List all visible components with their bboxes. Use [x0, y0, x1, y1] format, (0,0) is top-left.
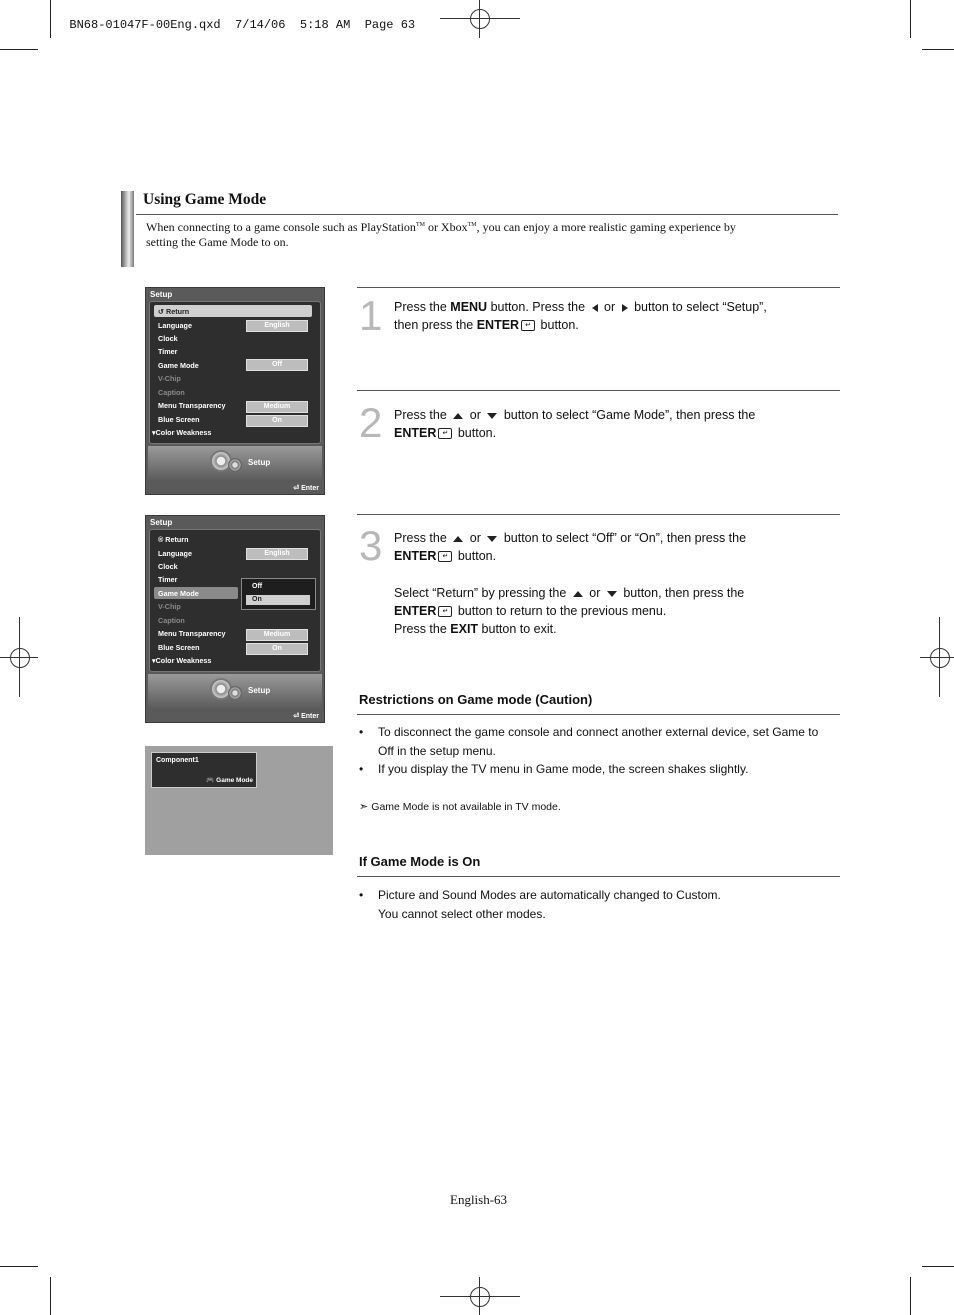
- osd-value-language: English: [246, 320, 308, 332]
- osd-row-caption[interactable]: Caption: [158, 616, 185, 625]
- step-3-text: Press the or button to select “Off” or “On”, then press the ENTER ↵ button. Select “Return” by pressing the or button, then press the ENTER ↵ button to return to the previous menu. Press the EXIT button to exit.: [394, 531, 747, 636]
- slug-time: 5:18 AM: [299, 18, 351, 32]
- list-item: • If you display the TV menu in Game mode, the screen shakes slightly.: [359, 762, 749, 776]
- crop-mark: [922, 1266, 954, 1267]
- up-arrow-icon: [573, 591, 583, 597]
- down-arrow-icon: [607, 591, 617, 597]
- registration-line: [440, 18, 520, 19]
- source-info-box: [151, 752, 257, 788]
- registration-mark: [470, 1287, 490, 1307]
- crop-mark: [922, 49, 954, 50]
- osd-row-language[interactable]: Language: [158, 321, 192, 330]
- step-number: 3: [359, 522, 383, 569]
- osd-row-timer[interactable]: Timer: [158, 575, 178, 584]
- osd-row-return[interactable]: ↺ Return: [158, 307, 190, 316]
- up-arrow-icon: [453, 536, 463, 542]
- list-item: • Picture and Sound Modes are automatically changed to Custom. You cannot select other modes.: [359, 888, 721, 921]
- enter-icon: ↵: [521, 320, 535, 331]
- note-arrow-icon: ➣: [359, 801, 372, 813]
- osd-row-timer[interactable]: Timer: [158, 347, 178, 356]
- enter-icon: ↵: [438, 551, 452, 562]
- registration-line: [479, 0, 480, 38]
- osd-row-menu-transparency[interactable]: Menu Transparency: [158, 401, 226, 410]
- section-title: Using Game Mode: [143, 191, 267, 208]
- osd-footer-label: Setup: [248, 686, 271, 695]
- osd-row-game-mode[interactable]: Game Mode: [158, 589, 199, 598]
- osd-title: Setup: [150, 290, 173, 299]
- if-on-heading: If Game Mode is On: [359, 854, 481, 869]
- osd-source-screen: [145, 746, 333, 855]
- slug-file: BN68-01047F-00Eng.qxd: [69, 18, 221, 32]
- osd-footer: [148, 674, 322, 708]
- osd-title: Setup: [150, 518, 173, 527]
- osd-setup-menu-1: [145, 287, 325, 495]
- osd-row-color-weakness[interactable]: ▾Color Weakness: [152, 428, 212, 437]
- section-rule: [357, 876, 840, 877]
- registration-mark: [10, 648, 30, 668]
- down-arrow-icon: ▾: [152, 656, 156, 665]
- down-arrow-icon: [487, 413, 497, 419]
- step-number: 2: [359, 399, 383, 446]
- registration-line: [440, 1296, 520, 1297]
- enter-icon: ⏎: [293, 713, 302, 720]
- right-arrow-icon: [622, 304, 628, 312]
- down-arrow-icon: ▾: [152, 428, 156, 437]
- registration-line: [939, 617, 940, 697]
- step-1-text: Press the MENU button. Press the or button to select “Setup”, then press the ENTER ↵ button.: [394, 300, 767, 332]
- crop-mark: [0, 49, 38, 50]
- osd-value-menu-transparency: Medium: [246, 401, 308, 413]
- osd-row-blue-screen[interactable]: Blue Screen: [158, 643, 200, 652]
- enter-icon: ↵: [438, 606, 452, 617]
- osd-row-clock[interactable]: Clock: [158, 562, 178, 571]
- osd-footer: [148, 446, 322, 480]
- step-2-text: Press the or button to select “Game Mode”, then press the ENTER ↵ button.: [394, 408, 756, 440]
- up-arrow-icon: [453, 413, 463, 419]
- step-divider: [357, 514, 840, 515]
- osd-row-vchip[interactable]: V-Chip: [158, 602, 181, 611]
- crop-mark: [50, 1277, 51, 1315]
- left-arrow-icon: [592, 304, 598, 312]
- crop-mark: [910, 1277, 911, 1315]
- osd-setup-menu-2: [145, 515, 325, 723]
- section-intro: When connecting to a game console such as PlayStation™ or Xbox™, you can enjoy a more realistic gaming experience by setting the Game Mode to on.: [146, 220, 736, 249]
- osd-menu-panel: [149, 301, 321, 444]
- restrictions-heading: Restrictions on Game mode (Caution): [359, 692, 593, 707]
- popup-option-off[interactable]: Off: [252, 583, 263, 590]
- section-rule: [136, 214, 838, 215]
- gamepad-icon: 🎮: [206, 777, 217, 784]
- osd-value-game-mode: Off: [246, 359, 308, 371]
- osd-value-language: English: [246, 548, 308, 560]
- osd-value-blue-screen: On: [246, 643, 308, 655]
- registration-line: [479, 1277, 480, 1315]
- osd-row-language[interactable]: Language: [158, 549, 192, 558]
- game-mode-indicator: 🎮 Game Mode: [206, 777, 253, 784]
- osd-row-game-mode[interactable]: Game Mode: [158, 361, 199, 370]
- registration-line: [920, 657, 954, 658]
- section-rule: [357, 714, 840, 715]
- osd-value-menu-transparency: Medium: [246, 629, 308, 641]
- enter-icon: ↵: [438, 428, 452, 439]
- osd-row-menu-transparency[interactable]: Menu Transparency: [158, 629, 226, 638]
- game-mode-popup: [241, 578, 316, 610]
- osd-row-blue-screen[interactable]: Blue Screen: [158, 415, 200, 424]
- osd-row-color-weakness[interactable]: ▾Color Weakness: [152, 656, 212, 665]
- osd-row-return[interactable]: ® Return: [158, 535, 189, 544]
- step-number: 1: [359, 292, 383, 339]
- osd-value-blue-screen: On: [246, 415, 308, 427]
- down-arrow-icon: [487, 536, 497, 542]
- osd-row-caption[interactable]: Caption: [158, 388, 185, 397]
- crop-mark: [910, 0, 911, 38]
- list-item: • To disconnect the game console and connect another external device, set Game to Off in the setup menu.: [359, 725, 819, 758]
- osd-footer-label: Setup: [248, 458, 271, 467]
- popup-option-on[interactable]: On: [246, 595, 310, 605]
- gear-icon: [228, 458, 242, 472]
- note: ➣ Game Mode is not available in TV mode.: [359, 801, 561, 813]
- osd-enter-hint: ⏎ Enter: [293, 713, 319, 720]
- return-icon: ®: [158, 535, 166, 544]
- registration-mark: [470, 9, 490, 29]
- return-icon: ↺: [158, 307, 167, 316]
- osd-row-clock[interactable]: Clock: [158, 334, 178, 343]
- slug-date: 7/14/06: [235, 18, 286, 32]
- step-divider: [357, 390, 840, 391]
- slug-page: Page 63: [364, 18, 416, 32]
- crop-mark: [0, 1266, 38, 1267]
- osd-enter-hint: ⏎ Enter: [293, 485, 319, 492]
- print-slug: [55, 4, 415, 32]
- section-bar: [121, 191, 134, 267]
- gear-icon: [228, 686, 242, 700]
- registration-line: [19, 617, 20, 697]
- enter-icon: ⏎: [293, 485, 302, 492]
- page-number: English-63: [450, 1192, 508, 1207]
- osd-row-vchip[interactable]: V-Chip: [158, 374, 181, 383]
- crop-mark: [50, 0, 51, 38]
- registration-mark: [930, 648, 950, 668]
- step-divider: [357, 287, 840, 288]
- source-name: Component1: [156, 757, 199, 764]
